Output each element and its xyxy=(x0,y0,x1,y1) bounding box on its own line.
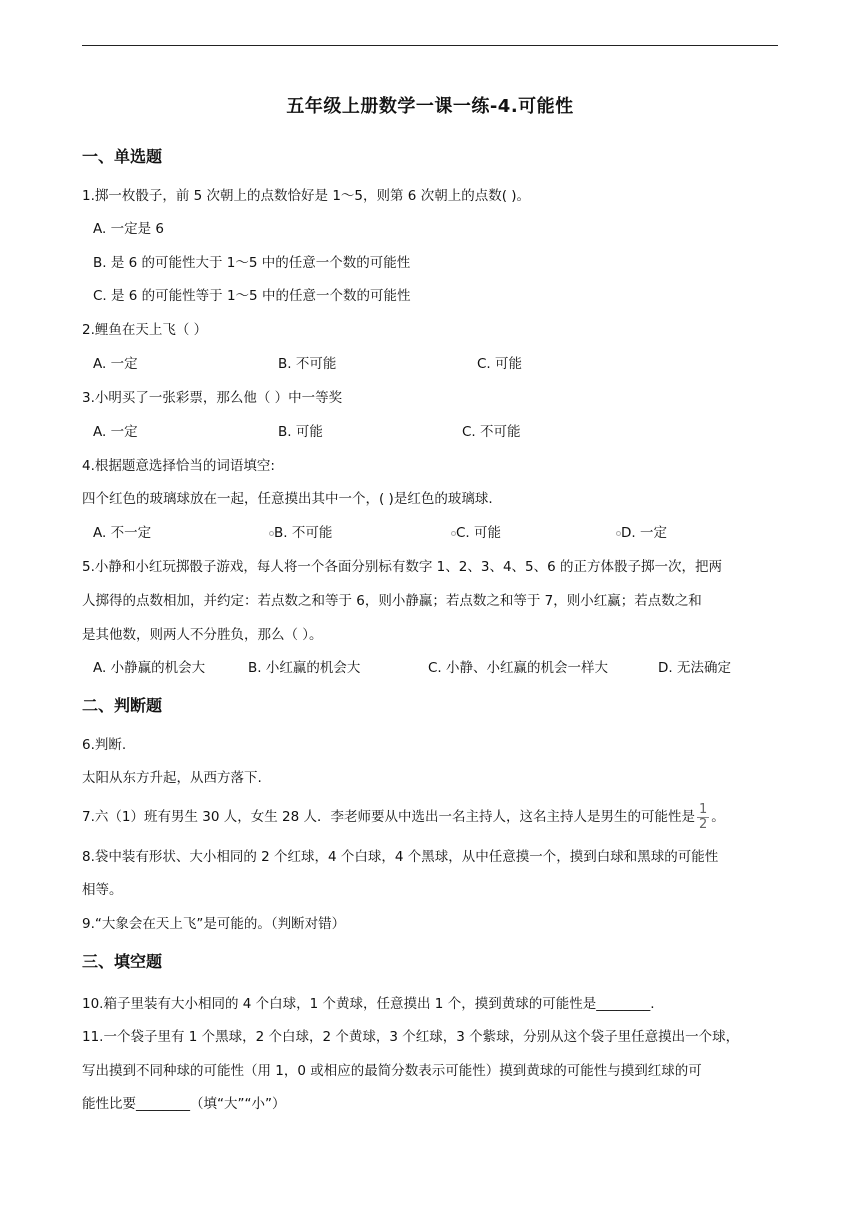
q6-line-1: 6.判断. xyxy=(82,737,127,753)
page-title: 五年级上册数学一课一练-4.可能性 xyxy=(286,96,574,117)
q5-option-d: D. 无法确定 xyxy=(658,660,731,676)
q8-line-2: 相等。 xyxy=(82,882,123,898)
q3-option-c: C. 不可能 xyxy=(462,424,521,440)
q5-option-c: C. 小静、小红赢的机会一样大 xyxy=(428,660,609,676)
q9-text: 9.“大象会在天上飞”是可能的。（判断对错） xyxy=(82,916,346,932)
header-rule xyxy=(82,45,778,46)
q2-option-b: B. 不可能 xyxy=(278,356,337,372)
q2-option-a: A. 一定 xyxy=(93,356,138,372)
q3-option-a: A. 一定 xyxy=(93,424,138,440)
q11-line-1: 11.一个袋子里有 1 个黑球，2 个白球，2 个黄球，3 个红球，3 个紫球，分别从这个袋子里任意摸出一个球， xyxy=(82,1029,740,1045)
section-heading-fill-blank: 三、填空题 xyxy=(82,952,163,971)
q2-stem: 2.鲤鱼在天上飞（ ） xyxy=(82,322,208,338)
q1-option-c: C. 是 6 的可能性等于 1～5 中的任意一个数的可能性 xyxy=(93,288,411,304)
q5-line-2: 人掷得的点数相加，并约定：若点数之和等于 6，则小静赢；若点数之和等于 7，则小红赢；若点数之和 xyxy=(82,593,702,609)
q7-tail: 。 xyxy=(711,809,725,825)
q1-option-b: B. 是 6 的可能性大于 1～5 中的任意一个数的可能性 xyxy=(93,255,411,271)
q7-text xyxy=(82,801,725,833)
q5-line-1: 5.小静和小红玩掷骰子游戏，每人将一个各面分别标有数字 1、2、3、4、5、6 的正方体骰子掷一次，把两 xyxy=(82,559,722,575)
q6-line-2: 太阳从东方升起，从西方落下. xyxy=(82,770,262,786)
fraction-denominator: 2 xyxy=(699,816,708,832)
q4-option-c: C. 可能 xyxy=(456,525,502,541)
q4-stem: 4.根据题意选择恰当的词语填空: xyxy=(82,458,275,474)
section-heading-judgement: 二、判断题 xyxy=(82,696,163,715)
q2-option-c: C. 可能 xyxy=(477,356,523,372)
q5-option-a: A. 小静赢的机会大 xyxy=(93,660,206,676)
q4-option-d: D. 一定 xyxy=(621,525,667,541)
q1-stem: 1.掷一枚骰子，前 5 次朝上的点数恰好是 1～5，则第 6 次朝上的点数( )。 xyxy=(82,188,531,204)
q7-stem: 7.六（1）班有男生 30 人，女生 28 人．李老师要从中选出一名主持人，这名主持人是男生的可能性是 xyxy=(82,809,695,825)
q11-line-2: 写出摸到不同种球的可能性（用 1，0 或相应的最简分数表示可能性）摸到黄球的可能性与摸到红球的可 xyxy=(82,1063,702,1079)
q5-option-b: B. 小红赢的机会大 xyxy=(248,660,361,676)
fraction xyxy=(697,803,709,832)
q10-text: 10.箱子里装有大小相同的 4 个白球，1 个黄球，任意摸出 1 个，摸到黄球的可能性是________. xyxy=(82,996,655,1012)
q4-option-b: B. 不可能 xyxy=(274,525,333,541)
q11-line-3: 能性比要________（填“大”“小”） xyxy=(82,1096,286,1112)
q3-stem: 3.小明买了一张彩票，那么他（ ）中一等奖 xyxy=(82,390,343,406)
q4-option-a: A. 不一定 xyxy=(93,525,152,541)
q3-option-b: B. 可能 xyxy=(278,424,323,440)
section-heading-single-choice: 一、单选题 xyxy=(82,147,163,166)
q5-line-3: 是其他数，则两人不分胜负，那么（ ）。 xyxy=(82,627,323,643)
q8-line-1: 8.袋中装有形状、大小相同的 2 个红球，4 个白球，4 个黑球，从中任意摸一个，摸到白球和黑球的可能性 xyxy=(82,849,719,865)
q1-option-a: A. 一定是 6 xyxy=(93,221,164,237)
fraction-numerator: 1 xyxy=(699,801,708,817)
q4-stem-2: 四个红色的玻璃球放在一起，任意摸出其中一个，( )是红色的玻璃球. xyxy=(82,491,493,507)
